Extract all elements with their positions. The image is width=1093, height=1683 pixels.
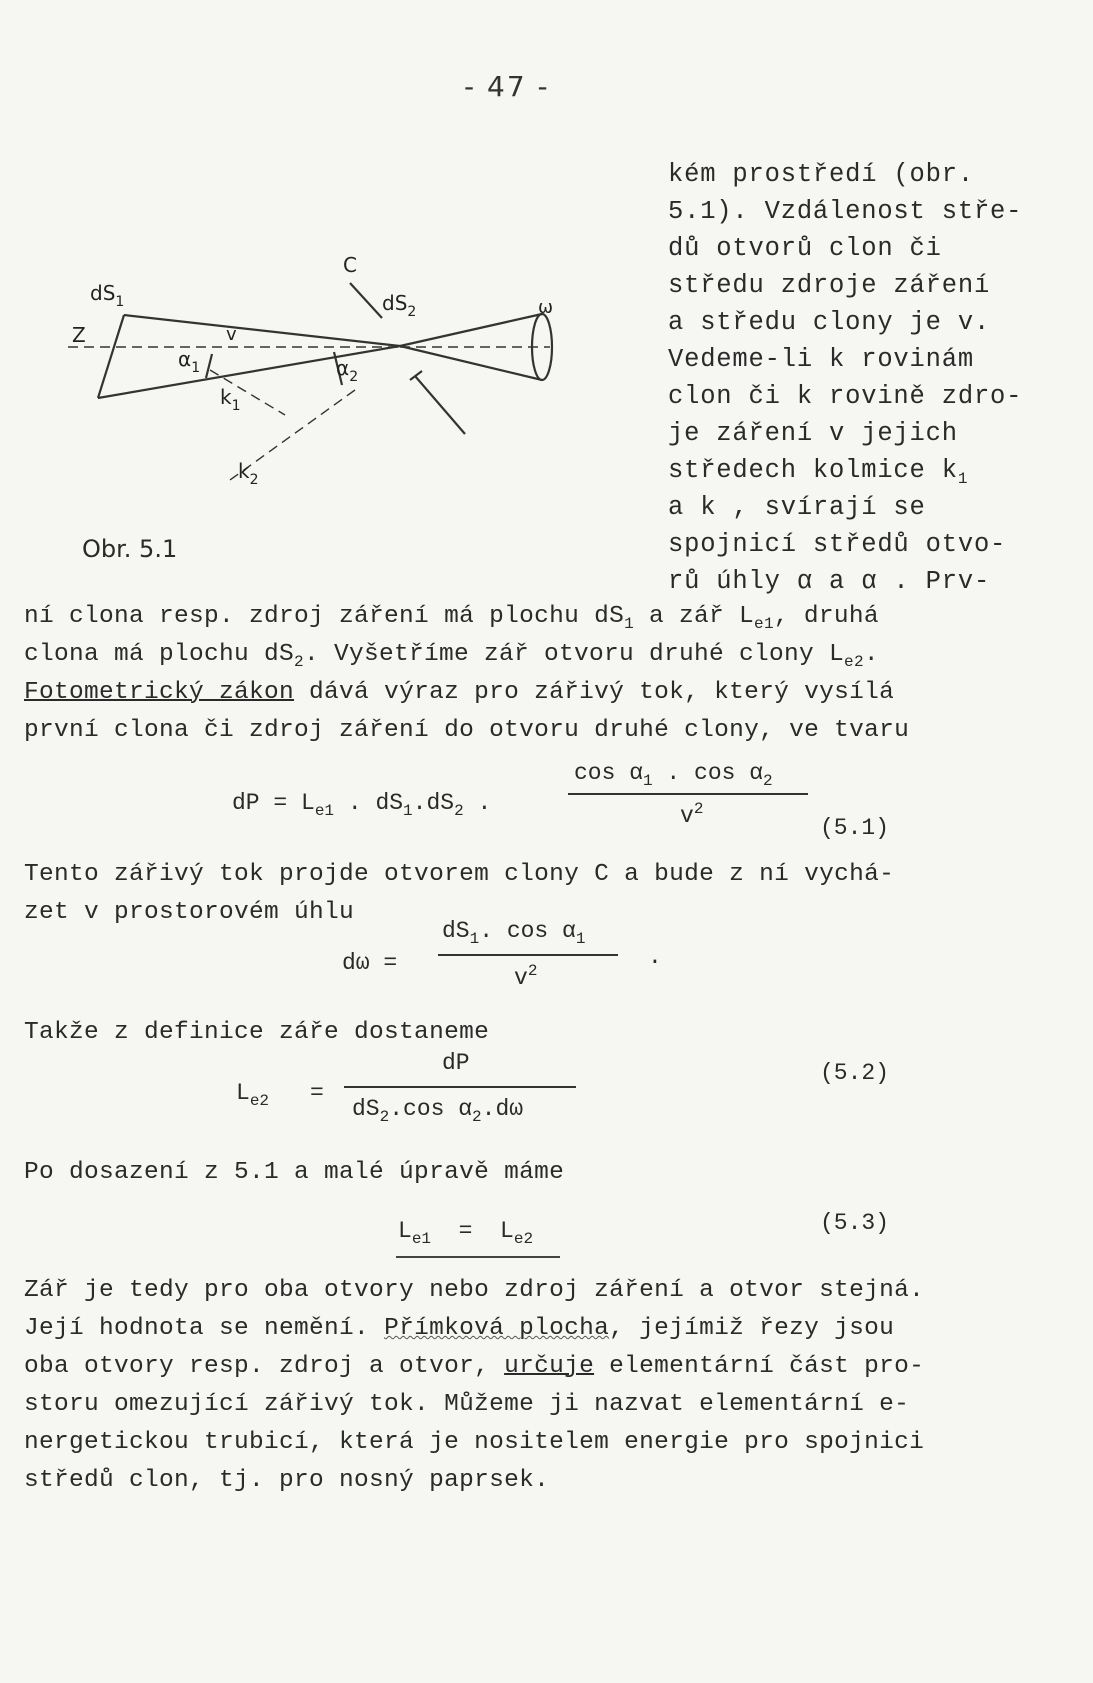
label-alpha2: $\alpha_2$	[336, 356, 359, 385]
eq3-lhs: $L_{e2}$	[236, 1080, 270, 1110]
label-c: C	[343, 253, 357, 277]
figure-caption: Obr. 5.1	[82, 535, 178, 563]
eq1-denominator: $v^2$	[680, 800, 704, 829]
right-col-line-12: rů úhly α a α . Prv-	[668, 567, 991, 596]
para1-line-3: Fotometrický zákon dává výraz pro zářivý tok, který vysílá	[24, 679, 895, 706]
eq3-denominator: $dS_2.\cos$ $\alpha_2.d\omega$	[352, 1096, 524, 1126]
eq4-number: (5.3)	[820, 1210, 890, 1236]
para1-line-2: clona má plochu $dS_2$. Vyšetříme zář otvoru druhé clony $L_{e2}$.	[24, 641, 879, 671]
right-col-line-6: Vedeme-li k rovinám	[668, 345, 974, 374]
para4: Po dosazení z 5.1 a malé úpravě máme	[24, 1159, 565, 1186]
label-ds1: $dS_1$	[90, 281, 125, 310]
page-number: - 47 -	[464, 70, 550, 103]
right-col-line-3: dů otvorů clon či	[668, 234, 942, 263]
eq3-number: (5.2)	[820, 1060, 890, 1086]
right-col-line-8: je záření v jejich	[668, 419, 958, 448]
para5-line-4: storu omezující zářivý tok. Můžeme ji nazvat elementární e-	[24, 1391, 910, 1418]
ray-upper	[124, 315, 400, 346]
label-z: Z	[72, 323, 86, 347]
right-col-line-7: clon či k rovině zdro-	[668, 382, 1023, 411]
para5-line-1: Zář je tedy pro oba otvory nebo zdroj záření a otvor stejná.	[24, 1277, 925, 1304]
aperture-ds1-line	[98, 315, 124, 398]
label-k1: $k_1$	[220, 385, 241, 414]
aperture-c-top	[350, 283, 382, 318]
ray-to-omega-lower	[400, 346, 542, 380]
eq1-numerator: $\cos \alpha_1$ . $\cos \alpha_2$	[574, 760, 773, 790]
eq3-equals: =	[310, 1080, 324, 1106]
underlined-word: určuje	[504, 1353, 595, 1380]
eq3-numerator: dP	[442, 1050, 470, 1076]
aperture-lower	[415, 376, 465, 434]
para5-line-5: nergetickou trubicí, která je nositelem energie pro spojnici	[24, 1429, 925, 1456]
right-col-line-1: kém prostředí (obr.	[668, 160, 974, 189]
para5-line-2: Její hodnota se nemění. Přímková plocha, jejímiž řezy jsou	[24, 1315, 895, 1342]
label-k2: $k_2$	[238, 459, 259, 488]
para1-line-4: první clona či zdroj záření do otvoru druhé clony, ve tvaru	[24, 717, 910, 744]
right-col-line-9: středech kolmice $k_1$	[668, 456, 969, 488]
figure-5-1	[60, 250, 620, 570]
eq1-number: (5.1)	[820, 815, 890, 841]
alpha1-arc	[206, 354, 212, 378]
para3: Takže z definice záře dostaneme	[24, 1019, 490, 1046]
label-v: v	[226, 324, 237, 345]
eq2-numerator: $dS_1$. $\cos \alpha_1$	[442, 918, 586, 948]
ray-to-omega-upper	[400, 314, 542, 346]
right-col-line-2: 5.1). Vzdálenost stře-	[668, 197, 1023, 226]
figure-diagram	[60, 250, 620, 570]
eq3-fraction-bar	[344, 1086, 576, 1088]
label-omega: ω	[538, 297, 554, 318]
wavy-underlined-term: Přímková plocha	[384, 1315, 610, 1342]
right-col-line-4: středu zdroje záření	[668, 271, 991, 300]
label-alpha1: $\alpha_1$	[178, 347, 201, 376]
eq1-lhs: dP = $L_{e1}$ . $dS_1.dS_2$ .	[232, 790, 492, 820]
para2-line-2: zet v prostorovém úhlu	[24, 899, 355, 926]
eq4: $L_{e1} = L_{e2}$	[398, 1218, 534, 1248]
label-ds2: $dS_2$	[382, 291, 417, 320]
right-col-line-5: a středu clony je v.	[668, 308, 991, 337]
eq2-denominator: $v^2$	[514, 962, 538, 991]
underlined-term: Fotometrický zákon	[24, 679, 295, 706]
right-col-line-11: spojnicí středů otvo-	[668, 530, 1007, 559]
para5-line-3: oba otvory resp. zdroj a otvor, určuje elementární část pro-	[24, 1353, 925, 1380]
eq2-fraction-bar	[438, 954, 618, 956]
eq2-lhs: dω =	[342, 950, 398, 976]
para2-line-1: Tento zářivý tok projde otvorem clony C a bude z ní vychá-	[24, 861, 895, 888]
right-col-line-10: a k , svírají se	[668, 493, 926, 522]
eq1-fraction-bar	[568, 793, 808, 795]
para1-line-1: ní clona resp. zdroj záření má plochu $dS_1$ a zář $L_{e1}$, druhá	[24, 603, 879, 633]
para5-line-6: středů clon, tj. pro nosný paprsek.	[24, 1467, 550, 1494]
eq4-underline	[396, 1256, 560, 1258]
eq2-period: .	[648, 944, 662, 970]
